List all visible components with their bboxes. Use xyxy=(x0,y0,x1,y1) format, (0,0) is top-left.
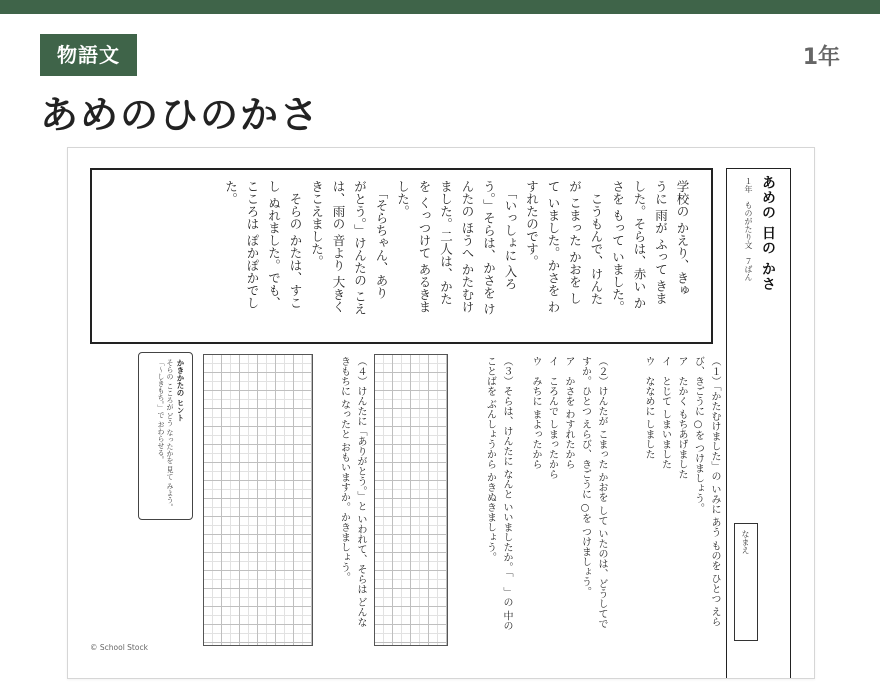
worksheet-preview[interactable] xyxy=(67,147,815,679)
answer-grid-q3[interactable] xyxy=(374,354,448,646)
answer-grid-q4[interactable] xyxy=(203,354,313,646)
question-3: （３）そらは、けんたに なんと いいましたか。「 」の 中の ことばを ぶんしょうから かきぬきましょう。 xyxy=(484,356,512,631)
worksheet-title: あめの 日の かさ xyxy=(760,175,776,292)
copyright-text: © School Stock xyxy=(90,643,148,652)
grade-label: 1年 xyxy=(802,45,840,70)
question-1: （１）「かたむけました」の いみに あう ものを ひとつ えら び、きごうに ○を つけましょう。 ア たかく もちあげました イ とじて しまいました ウ ななめに しました xyxy=(643,356,720,627)
top-accent-bar xyxy=(0,0,880,14)
question-4: （４）けんたに「ありがとう。」と いわれて、そらは どんな きもちに なったと おもいますか。かきましょう。 xyxy=(338,356,366,628)
story-text: 学校の かえり、きゅ うに 雨が ふって きま した。そらは、赤い か さを もって いました。 こうもんで、けんた が こまった かおを し て いました。かさを わ すれたのです。 「いっしょに 入ろ う。」そらは、かさを け んたの ほうへ かたむけ ました。二人は、かた を くっつけて あるきま した。 「そらちゃん、あり がとう。」けんたの こえ は、雨の 音より 大きく きこえました。 そらの かたは、すこ し ぬれました。でも、 こころは ぽかぽかでし た。 xyxy=(223,180,690,316)
category-badge: 物語文 xyxy=(40,34,137,76)
worksheet-subtitle: １年 ものがたり文 ７ばん xyxy=(744,177,753,281)
story-box xyxy=(90,168,713,344)
question-2: （２）けんたが こまった かおを して いたのは、どうしてで すか。ひとつ えらび、きごうに ○を つけましょう。 ア かさを わすれたから イ ころんで しまったから ウ みちに まよったから xyxy=(530,356,607,629)
name-label: なまえ xyxy=(741,530,750,554)
hint-title: かきかたの ヒント xyxy=(176,359,185,422)
name-field[interactable] xyxy=(734,523,758,641)
page-title: あめのひのかさ xyxy=(40,93,321,137)
hint-box xyxy=(138,352,193,520)
hint-text: そらの こころが どう なったかを 見て みよう。 「〜しきもち。」で おわらせる。 xyxy=(157,359,174,511)
